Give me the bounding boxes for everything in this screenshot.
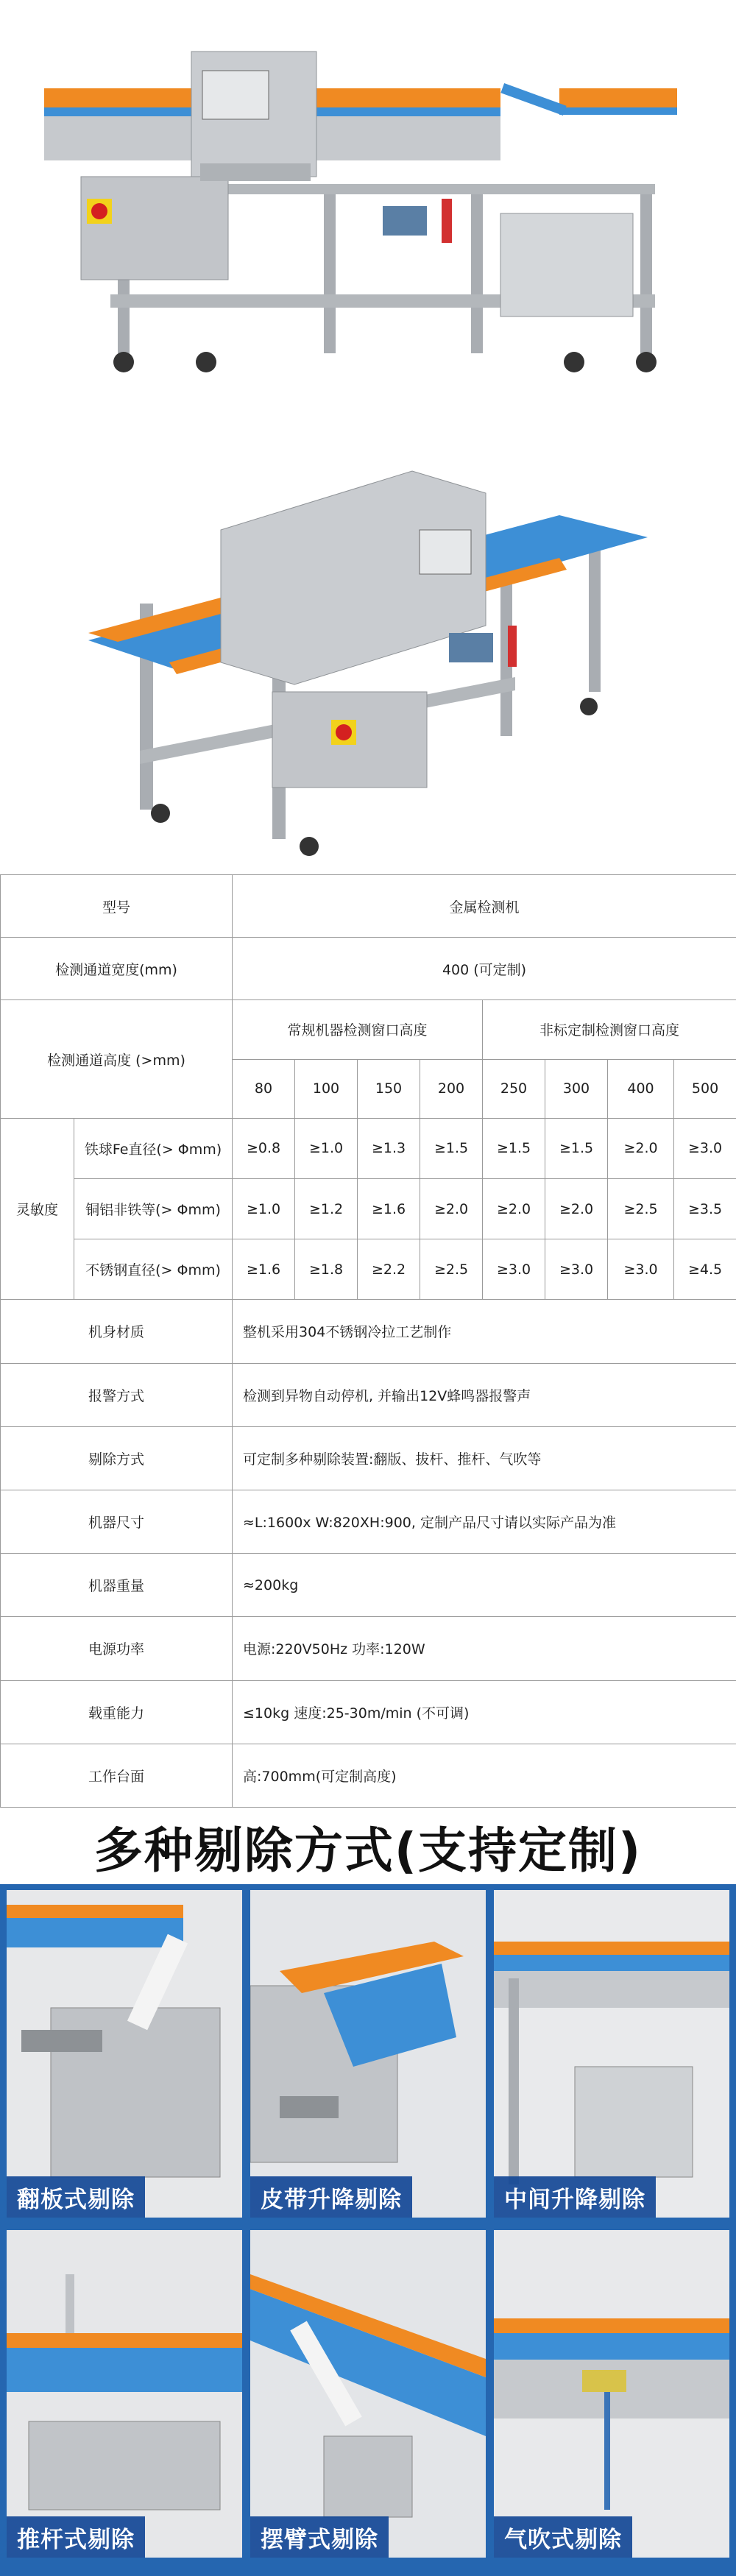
spec-label: 灵敏度 — [1, 1118, 74, 1300]
method-caption: 摆臂式剔除 — [250, 2516, 389, 2558]
sensitivity-cell: ≥2.0 — [545, 1178, 608, 1239]
sensitivity-cell: ≥1.2 — [295, 1178, 358, 1239]
spec-row — [1, 1617, 736, 1680]
method-caption: 皮带升降剔除 — [250, 2176, 412, 2218]
sensitivity-cell: ≥1.0 — [233, 1178, 295, 1239]
method-tile — [7, 2230, 242, 2558]
sensitivity-cell: ≥3.0 — [483, 1239, 545, 1300]
height-cell: 150 — [358, 1059, 420, 1118]
spec-value: 整机采用304不锈钢冷拉工艺制作 — [233, 1300, 736, 1363]
product-photo-angle — [0, 412, 736, 874]
method-caption: 翻板式剔除 — [7, 2176, 145, 2218]
spec-value: ≈200kg — [233, 1554, 736, 1617]
spec-row — [1, 1426, 736, 1490]
spec-value: ≈L:1600x W:820XH:900, 定制产品尺寸请以实际产品为准 — [233, 1490, 736, 1553]
sensitivity-cell: ≥2.0 — [608, 1118, 674, 1178]
sensitivity-cell: ≥1.0 — [295, 1118, 358, 1178]
spec-row — [1, 1490, 736, 1553]
spec-value: 高:700mm(可定制高度) — [233, 1744, 736, 1807]
reject-methods-grid — [0, 1884, 736, 2576]
sensitivity-cell: ≥3.0 — [674, 1118, 736, 1178]
method-tile — [494, 2230, 729, 2558]
sensitivity-cell: ≥1.5 — [545, 1118, 608, 1178]
spec-row — [1, 1554, 736, 1617]
spec-value: 电源:220V50Hz 功率:120W — [233, 1617, 736, 1680]
spec-row-height-groups — [1, 1000, 736, 1059]
sensitivity-label: 铜铝非铁等(> Φmm) — [74, 1178, 233, 1239]
spec-label: 机身材质 — [1, 1300, 233, 1363]
spec-label: 剔除方式 — [1, 1426, 233, 1490]
spec-row-sensitivity-nonfe — [1, 1178, 736, 1239]
sensitivity-cell: ≥4.5 — [674, 1239, 736, 1300]
spec-label: 工作台面 — [1, 1744, 233, 1807]
sensitivity-cell: ≥0.8 — [233, 1118, 295, 1178]
sensitivity-cell: ≥2.5 — [420, 1239, 483, 1300]
spec-row-sensitivity-fe — [1, 1118, 736, 1178]
sensitivity-cell: ≥2.0 — [483, 1178, 545, 1239]
sensitivity-cell: ≥3.5 — [674, 1178, 736, 1239]
sensitivity-label: 不锈钢直径(> Φmm) — [74, 1239, 233, 1300]
spec-label: 检测通道高度 (>mm) — [1, 1000, 233, 1118]
height-cell: 200 — [420, 1059, 483, 1118]
spec-label: 电源功率 — [1, 1617, 233, 1680]
method-caption: 推杆式剔除 — [7, 2516, 145, 2558]
method-tile — [250, 2230, 486, 2558]
spec-label: 检测通道宽度(mm) — [1, 938, 233, 1000]
height-cell: 300 — [545, 1059, 608, 1118]
spec-row-width — [1, 938, 736, 1000]
sensitivity-cell: ≥1.6 — [233, 1239, 295, 1300]
spec-value: 金属检测机 — [233, 875, 736, 938]
method-tile — [7, 1890, 242, 2218]
method-caption: 中间升降剔除 — [494, 2176, 656, 2218]
height-cell: 250 — [483, 1059, 545, 1118]
spec-row — [1, 1744, 736, 1807]
sensitivity-cell: ≥2.2 — [358, 1239, 420, 1300]
sensitivity-cell: ≥1.8 — [295, 1239, 358, 1300]
spec-table — [0, 874, 736, 1808]
method-tile — [494, 1890, 729, 2218]
method-caption: 气吹式剔除 — [494, 2516, 632, 2558]
spec-value: ≤10kg 速度:25-30m/min (不可调) — [233, 1680, 736, 1744]
sensitivity-cell: ≥1.6 — [358, 1178, 420, 1239]
section-headline: 多种剔除方式(支持定制) — [93, 1822, 643, 1879]
spec-row-sensitivity-ss — [1, 1239, 736, 1300]
height-cell: 400 — [608, 1059, 674, 1118]
spec-group-regular: 常规机器检测窗口高度 — [233, 1000, 483, 1059]
height-cell: 80 — [233, 1059, 295, 1118]
spec-row — [1, 1680, 736, 1744]
sensitivity-cell: ≥1.5 — [483, 1118, 545, 1178]
product-photo-side — [0, 0, 736, 412]
method-tile — [250, 1890, 486, 2218]
sensitivity-cell: ≥3.0 — [608, 1239, 674, 1300]
spec-label: 报警方式 — [1, 1363, 233, 1426]
spec-value: 检测到异物自动停机, 并输出12V蜂鸣器报警声 — [233, 1363, 736, 1426]
spec-row — [1, 1300, 736, 1363]
sensitivity-cell: ≥3.0 — [545, 1239, 608, 1300]
spec-label: 机器尺寸 — [1, 1490, 233, 1553]
height-cell: 100 — [295, 1059, 358, 1118]
spec-group-custom: 非标定制检测窗口高度 — [483, 1000, 736, 1059]
sensitivity-cell: ≥1.3 — [358, 1118, 420, 1178]
spec-label: 机器重量 — [1, 1554, 233, 1617]
spec-row-model — [1, 875, 736, 938]
spec-label: 型号 — [1, 875, 233, 938]
spec-value: 400 (可定制) — [233, 938, 736, 1000]
spec-row — [1, 1363, 736, 1426]
sensitivity-cell: ≥2.0 — [420, 1178, 483, 1239]
height-cell: 500 — [674, 1059, 736, 1118]
sensitivity-label: 铁球Fe直径(> Φmm) — [74, 1118, 233, 1178]
sensitivity-cell: ≥1.5 — [420, 1118, 483, 1178]
spec-value: 可定制多种剔除装置:翻版、拔杆、推杆、气吹等 — [233, 1426, 736, 1490]
sensitivity-cell: ≥2.5 — [608, 1178, 674, 1239]
spec-label: 载重能力 — [1, 1680, 233, 1744]
